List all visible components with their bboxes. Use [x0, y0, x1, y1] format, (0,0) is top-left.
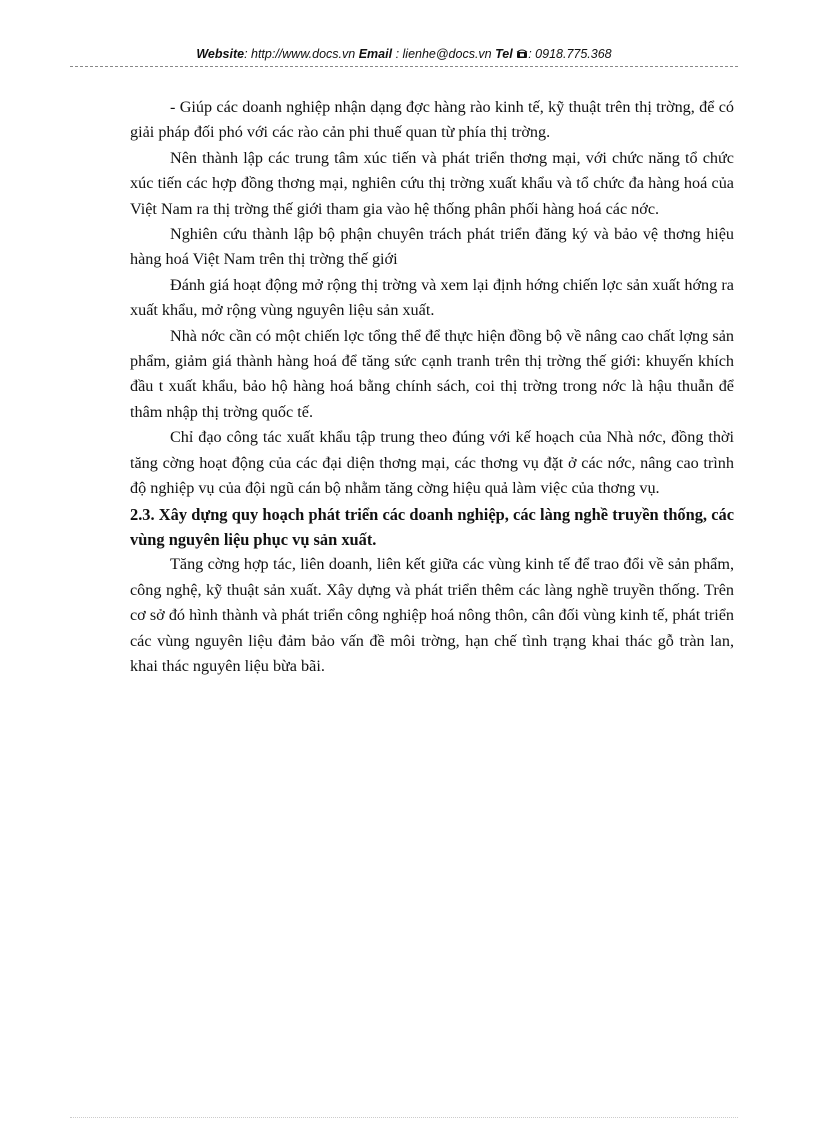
email-address: : lienhe@docs.vn [395, 47, 492, 61]
paragraph-2: Nên thành lập các trung tâm xúc tiến và phát triển thơng mại, với chức năng tổ chức xúc tiến các hợp đồng thơng mại, nghiên cứu thị trờng xuất khẩu và tổ chức đa hàng hoá của Việt Nam ra thị trờng thế giới tham gia vào hệ thống phân phối hàng hoá các nớc. [130, 148, 734, 218]
header-rule [70, 66, 738, 67]
tel-label: Tel [495, 47, 513, 61]
section-heading-2-3: 2.3. Xây dựng quy hoạch phát triển các doanh nghiệp, các làng nghề truyền thống, các vùng nguyên liệu phục vụ sản xuất. [130, 504, 734, 549]
page-header [70, 47, 738, 61]
paragraph-7: Tăng cờng hợp tác, liên doanh, liên kết giữa các vùng kinh tế để trao đổi về sản phẩm, công nghệ, kỹ thuật sản xuất. Xây dựng và phát triển thêm các làng nghề truyền thống. Trên cơ sở đó hình thành và phát triển công nghiệp hoá nông thôn, cân đối vùng kinh tế, phát triển các vùng nguyên liệu đảm bảo vấn đề môi trờng, hạn chế tình trạng khai thác gỗ tràn lan, khai thác nguyên liệu bừa bãi. [130, 555, 734, 675]
phone-icon [516, 48, 528, 59]
paragraph-5: Nhà nớc cần có một chiến lợc tổng thể để thực hiện đồng bộ về nâng cao chất lợng sản phẩm, giảm giá thành hàng hoá để tăng sức cạnh tranh trên thị trờng thế giới: khuyến khích đầu t xuất khẩu, bảo hộ hàng hoá bằng chính sách, coi thị trờng trong nớc là hậu thuẫn để thâm nhập thị trờng quốc tế. [130, 326, 734, 421]
paragraph-3: Nghiên cứu thành lập bộ phận chuyên trách phát triển đăng ký và bảo vệ thơng hiệu hàng hoá Việt Nam trên thị trờng thế giới [130, 225, 734, 269]
email-label: Email [358, 47, 393, 61]
paragraph-6: Chỉ đạo công tác xuất khẩu tập trung theo đúng với kế hoạch của Nhà nớc, đồng thời tăng cờng hoạt động của các đại diện thơng mại, các thơng vụ đặt ở các nớc, nâng cao trình độ nghiệp vụ của đội ngũ cán bộ nhằm tăng cờng hiệu quả làm việc của thơng vụ. [130, 428, 734, 498]
footer-rule [70, 1117, 738, 1118]
paragraph-1: - Giúp các doanh nghiệp nhận dạng đợc hàng rào kinh tế, kỹ thuật trên thị trờng, để có giải pháp đối phó với các rào cản phi thuế quan từ phía thị trờng. [130, 98, 734, 142]
website-url: : http://www.docs.vn [244, 47, 356, 61]
document-body [130, 95, 734, 679]
tel-number: : 0918.775.368 [528, 47, 612, 61]
paragraph-4: Đánh giá hoạt động mở rộng thị trờng và xem lại định hớng chiến lợc sản xuất hớng ra xuất khẩu, mở rộng vùng nguyên liệu sản xuất. [130, 275, 734, 320]
website-label: Website [196, 47, 245, 61]
